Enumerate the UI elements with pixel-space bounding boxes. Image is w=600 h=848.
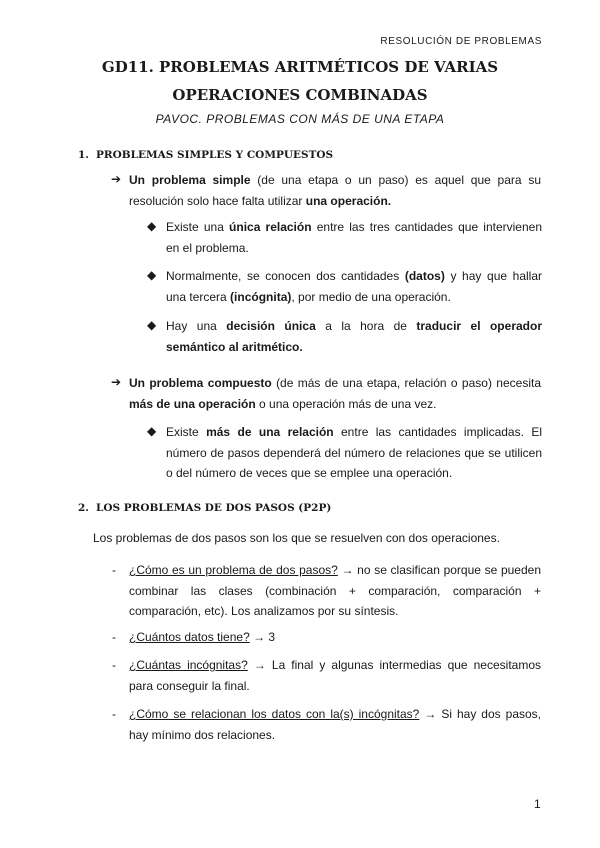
bullet-text: Existe — [166, 425, 207, 439]
answer-text: → La final y algunas intermedias que necesitamos para conseguir la final. — [129, 658, 542, 693]
list-item — [129, 655, 541, 696]
dash-bullet: - — [112, 630, 116, 644]
diamond-bullet-icon: ◆ — [147, 219, 157, 233]
simple-problem-paragraph — [129, 170, 541, 211]
question-text: ¿Cómo se relacionan los datos con la(s) incógnitas? — [129, 707, 420, 721]
question-text: ¿Cuántos datos tiene? — [129, 630, 250, 644]
question-text: ¿Cómo es un problema de dos pasos? — [129, 563, 338, 577]
bullet-emphasis: (datos) — [404, 269, 445, 283]
diamond-bullet-icon: ◆ — [147, 268, 157, 282]
section-1-heading — [78, 149, 333, 161]
compound-problem-text: o una operación más de una vez. — [255, 396, 437, 411]
compound-problem-emphasis: más de una operación — [129, 396, 256, 411]
bullet-emphasis: más de una relación — [206, 425, 334, 439]
dash-bullet: - — [112, 658, 116, 672]
bullet-text: y hay que hallar una tercera — [166, 269, 542, 304]
bullet-text: Normalmente, se conocen dos cantidades — [166, 269, 405, 283]
bullet-text: Existe una — [166, 220, 230, 234]
simple-problem-text: (de una etapa o un paso) es aquel que para su resolución solo hace falta utilizar — [129, 173, 541, 208]
bullet-text: a la hora de — [315, 319, 417, 333]
answer-text: → 3 — [249, 630, 276, 644]
dash-bullet: - — [112, 707, 116, 721]
page-number: 1 — [534, 797, 541, 811]
bullet-known-quantities — [166, 266, 542, 307]
section-2-heading — [78, 502, 331, 514]
list-item — [129, 560, 541, 622]
bullet-text: entre las tres cantidades que intervienen en el problema. — [166, 220, 542, 255]
section-2-number: 2. — [78, 502, 89, 514]
page-subtitle: PAVOC. PROBLEMAS CON MÁS DE UNA ETAPA — [155, 112, 445, 126]
bullet-text: , por medio de una operación. — [291, 289, 451, 304]
page-header: RESOLUCIÓN DE PROBLEMAS — [380, 36, 542, 47]
arrow-bullet-icon: ➔ — [111, 172, 122, 186]
answer-text: → Si hay dos pasos, hay mínimo dos relaciones. — [129, 707, 541, 742]
compound-problem-paragraph — [129, 373, 541, 414]
bullet-text: Hay una — [166, 319, 227, 333]
answer-text: → no se clasifican porque se pueden combinar las clases (combinación + comparación, comparación + comparación, etc). Los analizamos por su síntesis. — [129, 563, 541, 618]
bullet-multiple-relations — [166, 422, 542, 484]
diamond-bullet-icon: ◆ — [147, 424, 157, 438]
section-2-title: LOS PROBLEMAS DE DOS PASOS (P2P) — [96, 502, 332, 514]
simple-problem-term: Un problema simple — [129, 173, 251, 187]
bullet-single-relation — [166, 217, 542, 258]
page-title-line-1: GD11. PROBLEMAS ARITMÉTICOS DE VARIAS — [101, 58, 499, 76]
compound-problem-term: Un problema compuesto — [129, 376, 272, 390]
list-item — [129, 627, 541, 648]
list-item — [129, 704, 541, 745]
bullet-emphasis: única relación — [229, 220, 312, 234]
page-title-line-2: OPERACIONES COMBINADAS — [172, 86, 428, 104]
bullet-text: entre las cantidades implicadas. El número de pasos dependerá del número de relaciones que se utilicen o del número de veces que se emplee una operación. — [166, 425, 542, 480]
simple-problem-emphasis: una operación. — [305, 193, 392, 208]
dash-bullet: - — [112, 563, 116, 577]
section-2-intro: Los problemas de dos pasos son los que se resuelven con dos operaciones. — [93, 531, 500, 545]
arrow-bullet-icon: ➔ — [111, 375, 122, 389]
bullet-single-decision — [166, 316, 542, 357]
diamond-bullet-icon: ◆ — [147, 318, 157, 332]
bullet-emphasis: traducir el operador semántico al aritmético. — [166, 319, 542, 354]
question-text: ¿Cuántas incógnitas? — [129, 658, 248, 672]
section-1-title: PROBLEMAS SIMPLES Y COMPUESTOS — [96, 149, 334, 161]
bullet-emphasis: decisión única — [226, 319, 316, 333]
section-1-number: 1. — [78, 149, 89, 161]
compound-problem-text: (de más de una etapa, relación o paso) necesita — [271, 376, 541, 390]
bullet-emphasis: (incógnita) — [230, 289, 292, 304]
